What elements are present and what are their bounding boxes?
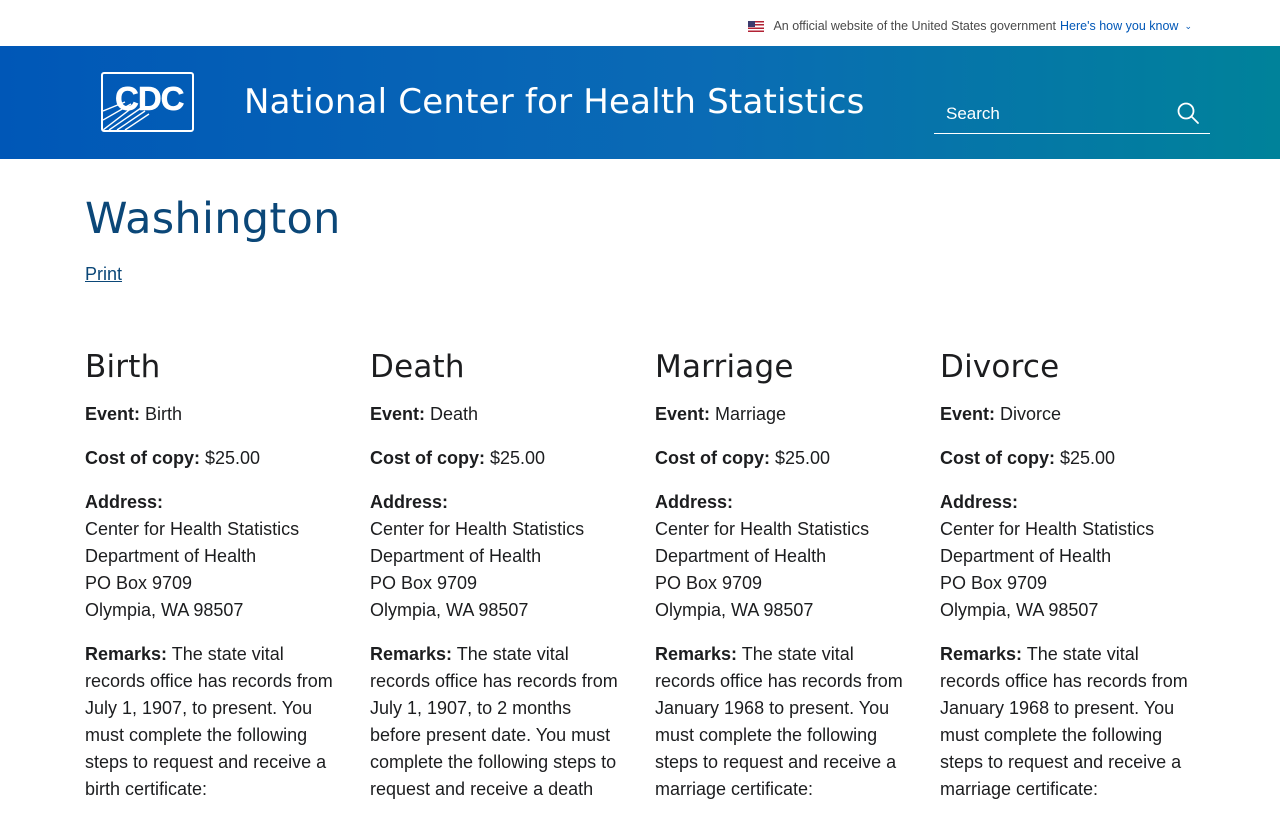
chevron-down-icon[interactable]: ⌄: [1184, 20, 1192, 31]
record-cost: [370, 445, 620, 472]
record-address: [85, 489, 335, 624]
remarks-value: The state vital records office has records from July 1, 1907, to present. You must complete the following steps to request and receive a birth certificate:: [85, 644, 333, 799]
cost-label: Cost of copy:: [655, 448, 770, 468]
record-cost: [940, 445, 1190, 472]
event-label: Event:: [655, 404, 711, 424]
address-line: Department of Health: [85, 546, 257, 566]
gov-banner: [0, 0, 1280, 46]
page-title: Washington: [85, 194, 341, 244]
address-line: Center for Health Statistics: [940, 519, 1155, 539]
cost-label: Cost of copy:: [370, 448, 485, 468]
remarks-label: Remarks:: [370, 644, 453, 664]
address-line: PO Box 9709: [655, 573, 763, 593]
site-title[interactable]: National Center for Health Statistics: [244, 82, 865, 122]
gov-banner-content: [748, 19, 1192, 33]
record-event: [370, 401, 620, 428]
record-address: [370, 489, 620, 624]
cdc-logo[interactable]: [101, 72, 194, 132]
cost-value: $25.00: [205, 448, 261, 468]
record-column-divorce: [940, 349, 1225, 820]
record-event: [655, 401, 905, 428]
address-line: Olympia, WA 98507: [940, 600, 1099, 620]
record-event: [85, 401, 335, 428]
cost-value: $25.00: [775, 448, 831, 468]
remarks-value: The state vital records office has records from July 1, 1907, to 2 months before present date. You must complete the following steps to request and receive a death: [370, 644, 618, 799]
record-column-marriage: [655, 349, 940, 820]
record-address: [940, 489, 1190, 624]
event-value: Birth: [145, 404, 183, 424]
records-columns: [85, 349, 1225, 820]
cost-value: $25.00: [1060, 448, 1116, 468]
address-line: Department of Health: [940, 546, 1112, 566]
cost-label: Cost of copy:: [85, 448, 200, 468]
address-line: Olympia, WA 98507: [655, 600, 814, 620]
cost-value: $25.00: [490, 448, 546, 468]
record-cost: [85, 445, 335, 472]
remarks-label: Remarks:: [85, 644, 168, 664]
record-event: [940, 401, 1190, 428]
record-remarks: [370, 641, 620, 803]
record-remarks: [85, 641, 335, 803]
remarks-value: The state vital records office has records from January 1968 to present. You must complete the following steps to request and receive a marriage certificate:: [655, 644, 903, 799]
address-label: Address:: [370, 492, 449, 512]
address-line: Center for Health Statistics: [655, 519, 870, 539]
print-link[interactable]: Print: [85, 264, 123, 284]
record-remarks: [940, 641, 1190, 803]
event-label: Event:: [370, 404, 426, 424]
address-line: PO Box 9709: [85, 573, 193, 593]
record-column-birth: [85, 349, 370, 820]
address-line: Center for Health Statistics: [85, 519, 300, 539]
gov-banner-text: An official website of the United States government: [773, 19, 1057, 33]
address-line: Olympia, WA 98507: [85, 600, 244, 620]
record-heading: Death: [370, 349, 465, 385]
record-heading: Marriage: [655, 349, 794, 385]
address-label: Address:: [940, 492, 1019, 512]
address-label: Address:: [85, 492, 164, 512]
cost-label: Cost of copy:: [940, 448, 1055, 468]
main-content: [85, 159, 1215, 799]
event-label: Event:: [85, 404, 141, 424]
event-value: Death: [430, 404, 479, 424]
search-icon[interactable]: [1176, 101, 1200, 125]
heres-how-you-know-link[interactable]: Here's how you know: [1060, 19, 1179, 33]
us-flag-icon: [748, 21, 764, 32]
address-line: Department of Health: [370, 546, 542, 566]
remarks-label: Remarks:: [655, 644, 738, 664]
record-address: [655, 489, 905, 624]
address-label: Address:: [655, 492, 734, 512]
site-header: [0, 46, 1280, 159]
address-line: Olympia, WA 98507: [370, 600, 529, 620]
record-heading: Divorce: [940, 349, 1060, 385]
address-line: Department of Health: [655, 546, 827, 566]
search-input[interactable]: [946, 104, 1166, 124]
address-line: PO Box 9709: [940, 573, 1048, 593]
address-line: PO Box 9709: [370, 573, 478, 593]
record-cost: [655, 445, 905, 472]
address-line: Center for Health Statistics: [370, 519, 585, 539]
event-value: Divorce: [1000, 404, 1062, 424]
event-label: Event:: [940, 404, 996, 424]
record-remarks: [655, 641, 905, 803]
search-box: [934, 91, 1210, 134]
remarks-value: The state vital records office has records from January 1968 to present. You must complete the following steps to request and receive a marriage certificate:: [940, 644, 1188, 799]
remarks-label: Remarks:: [940, 644, 1023, 664]
record-heading: Birth: [85, 349, 161, 385]
record-column-death: [370, 349, 655, 820]
cdc-logo-text: CDC: [115, 80, 184, 117]
event-value: Marriage: [715, 404, 787, 424]
